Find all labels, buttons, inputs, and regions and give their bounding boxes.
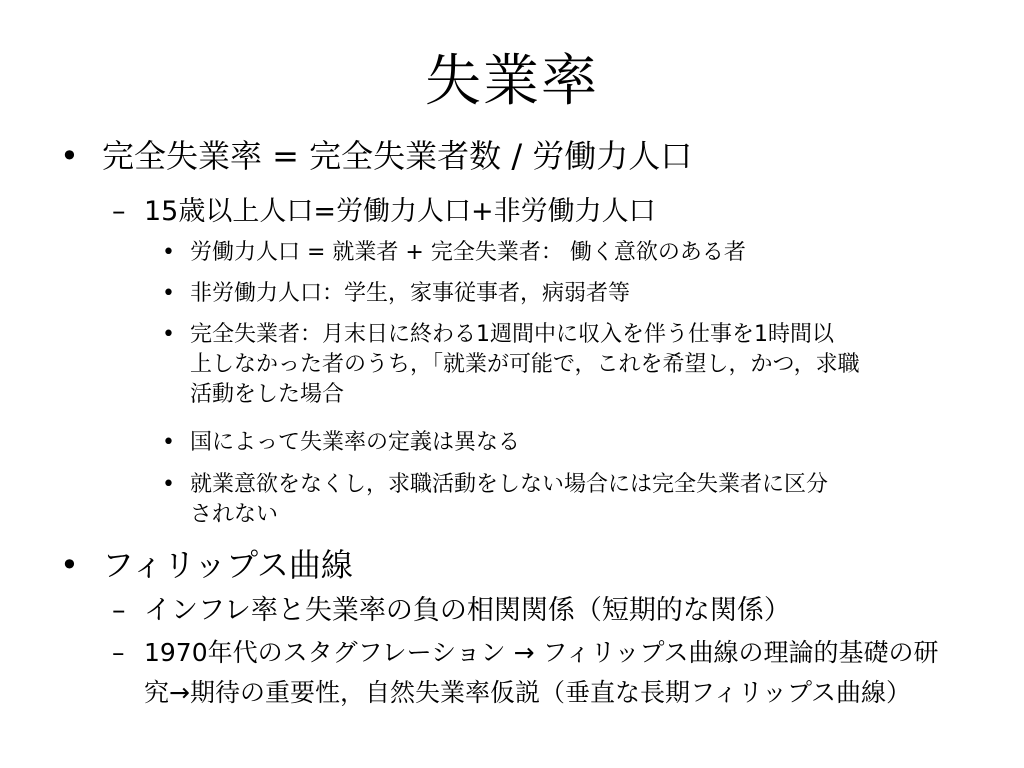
item-text-block [190, 320, 860, 410]
dash-marker: – [112, 638, 125, 667]
item-text: 国によって失業率の定義は異なる [190, 430, 521, 455]
subbullet-text-block [144, 633, 938, 713]
item-text-block [190, 470, 828, 530]
subbullet-text-line: 1970年代のスタグフレーション → フィリップス曲線の理論的基礎の研 [144, 638, 939, 667]
bullet-text: フィリップス曲線 [102, 546, 353, 584]
bullet-marker: • [60, 546, 79, 584]
bullet-marker: • [162, 322, 175, 347]
bullet-text: 完全失業率 = 完全失業者数 / 労働力人口 [102, 137, 693, 175]
bullet-marker: • [162, 472, 175, 497]
dash-marker: – [112, 196, 126, 227]
item-text: 労働力人口 = 就業者 + 完全失業者： 働く意欲のある者 [190, 240, 746, 265]
item-text-line: 就業意欲をなくし，求職活動をしない場合には完全失業者に区分 [190, 472, 829, 497]
bullet-marker: • [162, 430, 175, 455]
bullet-marker: • [162, 281, 175, 306]
item-text-line: 完全失業者：月末日に終わる1週間中に収入を伴う仕事を1時間以 [190, 322, 834, 347]
subbullet-text-line: 究→期待の重要性，自然失業率仮説（垂直な長期フィリップス曲線） [144, 678, 911, 707]
item-text: 非労働力人口：学生，家事従事者，病弱者等 [190, 281, 631, 306]
dash-marker: – [112, 595, 126, 626]
item-text-line: 上しなかった者のうち，「就業が可能で，これを希望し，かつ，求職 [190, 352, 860, 377]
slide-title: 失業率 [425, 49, 599, 114]
bullet-marker: • [60, 137, 79, 175]
subbullet-text: 15歳以上人口=労働力人口+非労働力人口 [144, 196, 656, 227]
item-text-line: 活動をした場合 [190, 382, 345, 407]
subbullet-text: インフレ率と失業率の負の相関関係（短期的な関係） [144, 595, 791, 626]
item-text-line: されない [190, 502, 279, 527]
bullet-marker: • [162, 240, 175, 265]
